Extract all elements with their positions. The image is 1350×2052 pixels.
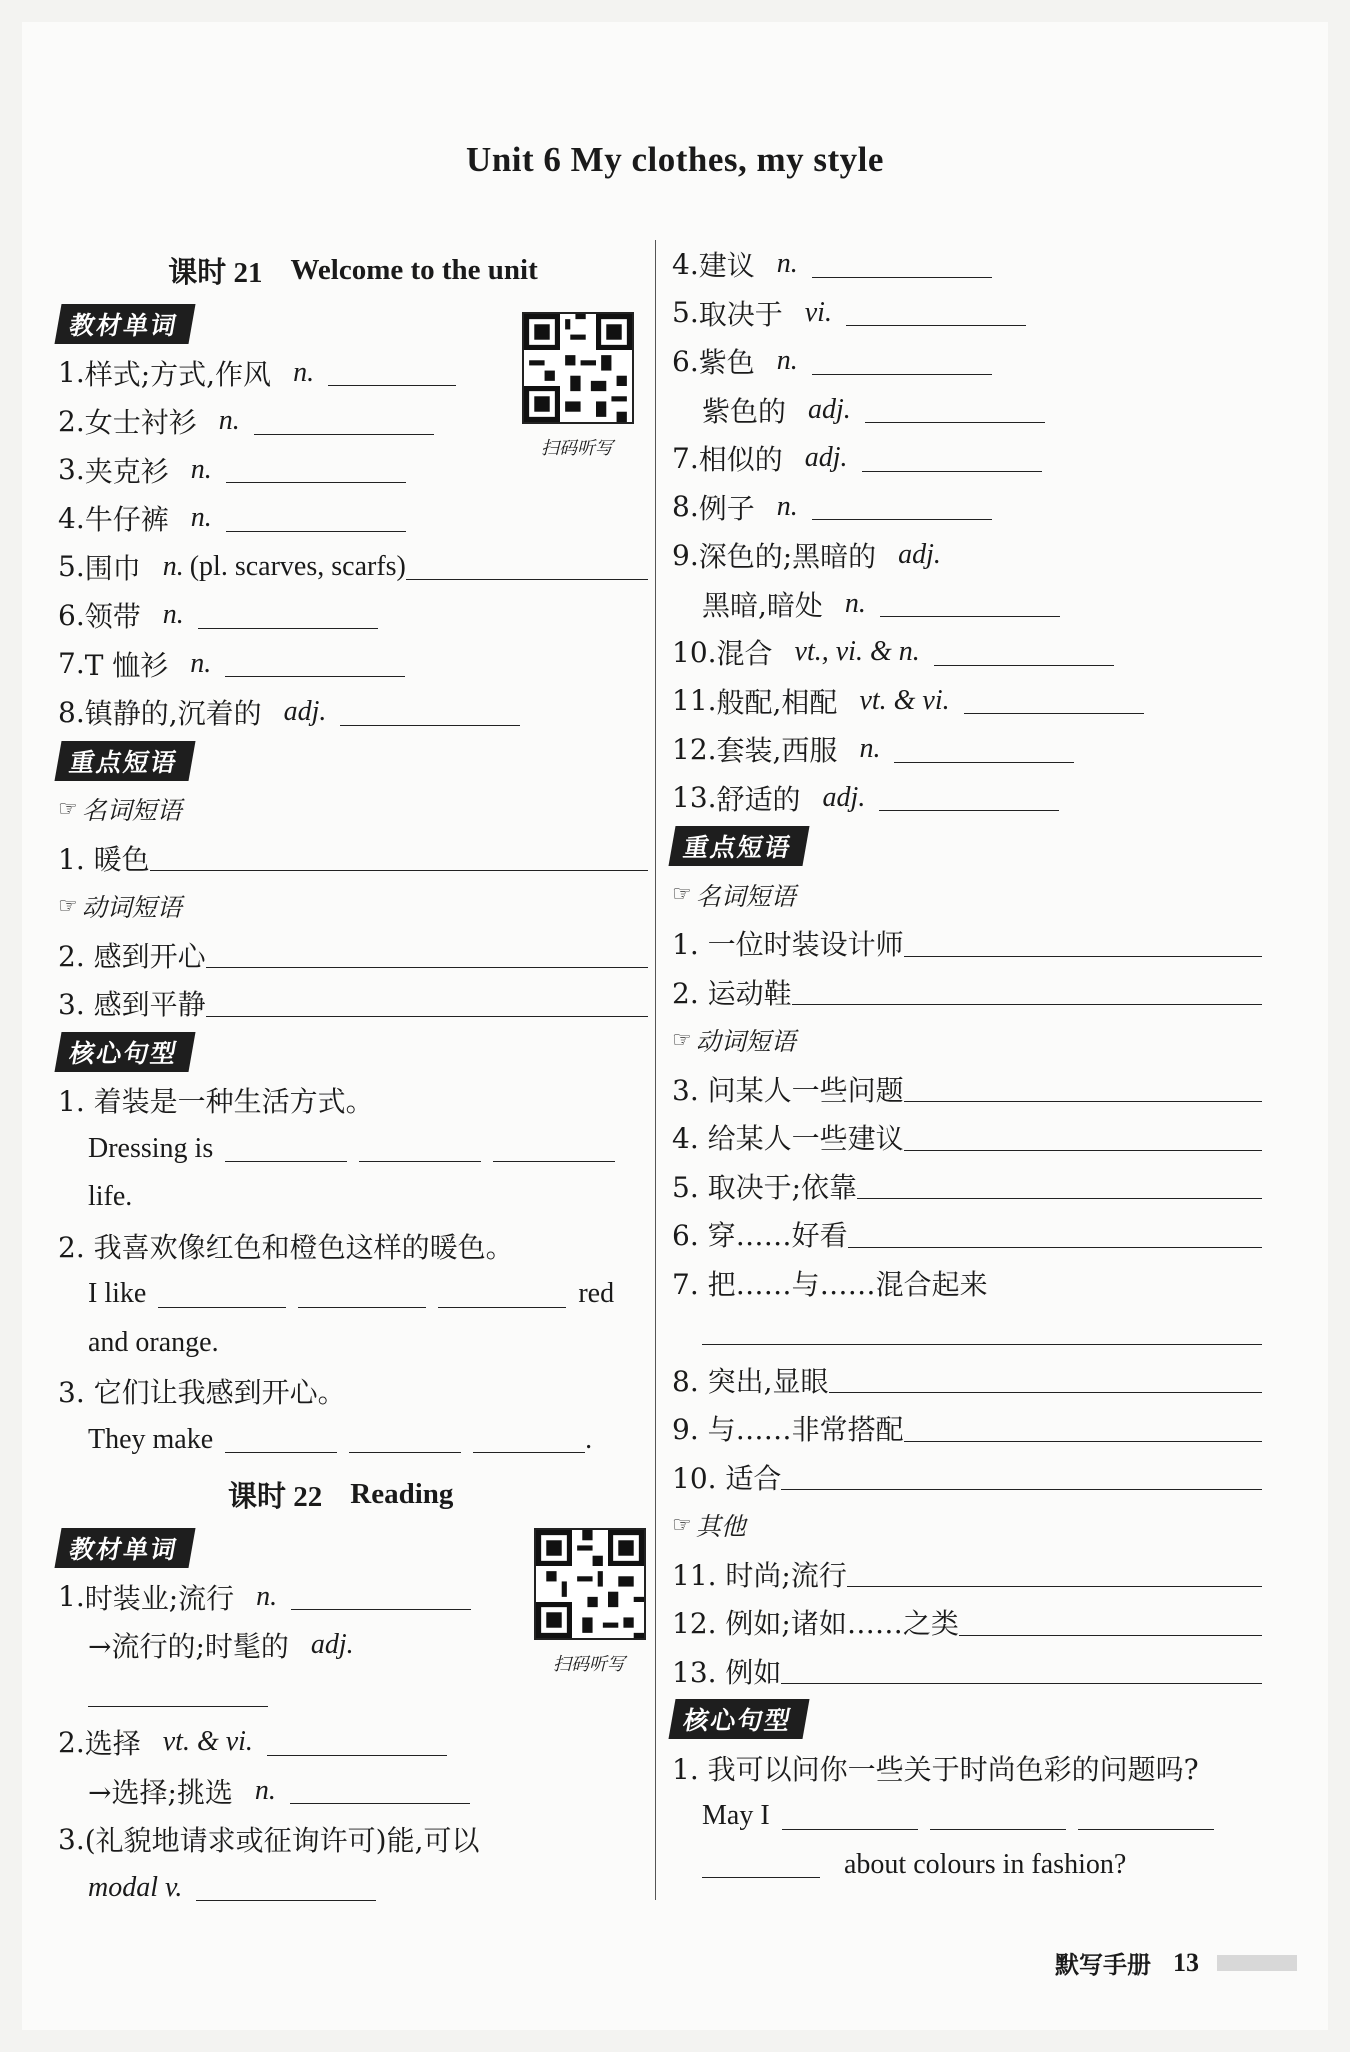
answer-blank[interactable] — [88, 1680, 268, 1707]
answer-blank[interactable] — [349, 1426, 461, 1453]
part-of-speech: adj. — [808, 393, 851, 425]
chinese-meaning: 例子 — [698, 491, 755, 525]
word-item — [58, 688, 648, 737]
word-item — [672, 677, 1262, 726]
pointing-hand-icon: ☞ — [672, 882, 692, 908]
textbook-words-banner: 教材单词 — [58, 1524, 648, 1573]
part-of-speech: n. — [859, 733, 881, 765]
answer-blank[interactable] — [226, 505, 406, 532]
word-item: 2. 选择 vt. & vi. — [58, 1718, 648, 1767]
word-item: 1. 时装业;流行 n. — [58, 1573, 648, 1622]
part-of-speech: vt., vi. & n. — [794, 636, 920, 668]
chinese-meaning: 取决于 — [698, 297, 783, 331]
chinese-meaning: 镇静的,沉着的 — [84, 697, 262, 731]
item-number: 1. — [58, 356, 85, 390]
answer-blank[interactable] — [206, 990, 648, 1017]
sentence-en: about colours in fashion? — [672, 1841, 1262, 1890]
chinese-meaning: T 恤衫 — [84, 648, 169, 682]
item-number: 4. — [672, 247, 699, 281]
sentence-cn: 3. 它们让我感到开心。 — [58, 1376, 346, 1410]
answer-blank[interactable] — [792, 978, 1262, 1005]
qr-code-icon[interactable] — [522, 312, 634, 424]
chinese-meaning: 黑暗,暗处 — [702, 588, 823, 622]
phrase-item: 1. 一位时装设计师 — [672, 919, 1262, 968]
item-number: 12. — [672, 732, 717, 766]
chinese-meaning: 样式;方式,作风 — [84, 357, 272, 391]
qr-code-icon[interactable] — [534, 1528, 646, 1640]
answer-blank[interactable] — [934, 639, 1114, 666]
part-of-speech: n. — [776, 345, 798, 377]
word-item — [672, 240, 1262, 289]
chinese-meaning: 女士衬衫 — [84, 406, 197, 440]
part-of-speech: n. — [776, 490, 798, 522]
part-of-speech: n. — [162, 550, 184, 582]
word-item — [58, 543, 648, 592]
phrase-item: 3. 问某人一些问题 — [672, 1065, 1262, 1114]
chinese-meaning: 围巾 — [84, 551, 141, 585]
item-number: 5. — [58, 550, 85, 584]
page-footer — [1055, 1945, 1297, 1980]
words-list-right — [672, 240, 1262, 822]
pointing-hand-icon: ☞ — [58, 796, 78, 822]
chinese-meaning: 夹克衫 — [84, 454, 169, 488]
qr-scan-label: 扫码听写 — [541, 438, 613, 459]
textbook-words-banner: 教材单词 — [58, 300, 648, 349]
chinese-meaning: 建议 — [698, 249, 755, 283]
answer-blank[interactable] — [298, 1281, 426, 1308]
phrase-item: 6. 穿……好看 — [672, 1210, 1262, 1259]
part-of-speech: adj. — [804, 442, 848, 474]
right-column — [672, 240, 1262, 1889]
part-of-speech: n. — [190, 453, 212, 485]
pointing-hand-icon: ☞ — [58, 893, 78, 919]
word-item: 3. (礼貌地请求或征询许可)能,可以 — [58, 1822, 480, 1858]
phrase-item: 2. 感到开心 — [58, 931, 648, 980]
chinese-meaning: 相似的 — [698, 443, 783, 477]
answer-blank[interactable] — [930, 1803, 1066, 1830]
chinese-meaning: 深色的;黑暗的 — [698, 540, 877, 574]
noun-phrases-subheading: ☞ 名词短语 — [58, 796, 182, 826]
qr-code-graphic — [536, 1530, 644, 1638]
part-of-speech: vt. & vi. — [859, 684, 950, 716]
plural-note: (pl. scarves, scarfs) — [189, 550, 406, 582]
item-number: 2. — [58, 404, 85, 438]
sentence-en: I like red — [88, 1278, 615, 1310]
core-sentences-banner: 核心句型 — [58, 1028, 648, 1077]
sentence-cn: 1. 我可以问你一些关于时尚色彩的问题吗? — [672, 1752, 1199, 1786]
answer-blank[interactable] — [847, 1560, 1262, 1587]
phrase-item: 4. 给某人一些建议 — [672, 1113, 1262, 1162]
sentence-en: Dressing is — [58, 1125, 648, 1174]
phrase-item: 5. 取决于;依靠 — [672, 1162, 1262, 1211]
part-of-speech: vi. — [804, 296, 832, 328]
answer-blank[interactable] — [829, 1366, 1262, 1393]
item-number: 7. — [672, 441, 699, 475]
phrase-item: 1. 暖色 — [58, 834, 648, 883]
answer-blank[interactable] — [328, 359, 456, 386]
answer-blank[interactable] — [880, 590, 1060, 617]
phrase-item: 11. 时尚;流行 — [672, 1550, 1262, 1599]
chinese-meaning: 紫色的 — [702, 394, 787, 428]
answer-blank[interactable] — [846, 299, 1026, 326]
answer-blank[interactable] — [225, 1426, 337, 1453]
word-item — [672, 628, 1262, 677]
item-number: 5. — [672, 296, 699, 330]
item-number: 6. — [672, 344, 699, 378]
answer-blank[interactable] — [812, 251, 992, 278]
item-number: 4. — [58, 501, 85, 535]
part-of-speech: n. — [190, 647, 212, 679]
item-number: 6. — [58, 598, 85, 632]
answer-blank[interactable] — [473, 1426, 585, 1453]
answer-blank[interactable] — [702, 1851, 820, 1878]
sentence-cn: 2. 我喜欢像红色和橙色这样的暖色。 — [58, 1230, 514, 1264]
chinese-meaning: 混合 — [716, 637, 773, 671]
answer-blank[interactable] — [964, 687, 1144, 714]
chinese-meaning: 般配,相配 — [716, 685, 838, 719]
answer-blank[interactable] — [438, 1281, 566, 1308]
answer-blank[interactable] — [359, 1135, 481, 1162]
chinese-meaning: 舒适的 — [716, 782, 801, 816]
answer-blank[interactable] — [782, 1803, 918, 1830]
word-item — [58, 1670, 648, 1719]
word-item — [672, 289, 1262, 338]
column-divider — [655, 240, 656, 1900]
part-of-speech: n. — [293, 356, 315, 388]
answer-blank[interactable] — [781, 1463, 1262, 1490]
phrase-item: 9. 与……非常搭配 — [672, 1404, 1262, 1453]
lesson-22-heading: 课时 22 Reading — [228, 1477, 454, 1513]
answer-blank[interactable] — [150, 844, 648, 871]
word-item — [672, 580, 1262, 629]
word-item — [58, 494, 648, 543]
sentence-en: and orange. — [88, 1326, 219, 1358]
answer-blank[interactable] — [198, 602, 378, 629]
answer-blank[interactable] — [267, 1729, 447, 1756]
key-phrases-banner: 重点短语 — [672, 822, 1262, 871]
answer-blank[interactable] — [904, 1415, 1262, 1442]
core-sentences-banner: 核心句型 — [672, 1695, 1262, 1744]
word-item — [672, 434, 1262, 483]
answer-blank[interactable] — [225, 1135, 347, 1162]
answer-blank[interactable] — [812, 493, 992, 520]
phrase-item: 13. 例如 — [672, 1647, 1262, 1696]
item-number: 11. — [672, 684, 717, 718]
phrase-item: 7. 把……与……混合起来 — [672, 1267, 988, 1301]
answer-blank[interactable] — [879, 784, 1059, 811]
lesson-21-heading: 课时 21 Welcome to the unit — [168, 253, 538, 289]
noun-phrases-subheading: ☞ 名词短语 — [672, 881, 796, 911]
book-title: 默写手册 — [1055, 1951, 1151, 1979]
chinese-meaning: 套装,西服 — [716, 734, 838, 768]
sentence-en: life. — [88, 1181, 133, 1213]
answer-blank[interactable] — [702, 1318, 1262, 1345]
word-item — [58, 591, 648, 640]
answer-blank[interactable] — [290, 1777, 470, 1804]
answer-blank[interactable] — [904, 1124, 1262, 1151]
item-number: 9. — [672, 538, 699, 572]
part-of-speech: n. — [218, 405, 240, 437]
word-item: →选择;挑选 n. — [58, 1767, 648, 1816]
sentence-cn: 1. 着装是一种生活方式。 — [58, 1085, 374, 1119]
phrase-item: 2. 运动鞋 — [672, 968, 1262, 1017]
sentence-en: May I — [672, 1792, 1262, 1841]
part-of-speech: adj. — [283, 696, 327, 728]
answer-blank[interactable] — [857, 1172, 1262, 1199]
word-item — [58, 640, 648, 689]
pointing-hand-icon: ☞ — [672, 1027, 692, 1053]
part-of-speech: n. — [776, 248, 798, 280]
item-number: 3. — [58, 453, 85, 487]
word-item — [672, 337, 1262, 386]
pointing-hand-icon: ☞ — [672, 1512, 692, 1538]
answer-blank[interactable] — [493, 1135, 615, 1162]
other-phrases-subheading: ☞ 其他 — [672, 1512, 746, 1542]
chinese-meaning: 领带 — [84, 600, 141, 634]
answer-blank[interactable] — [340, 699, 520, 726]
answer-blank[interactable] — [226, 456, 406, 483]
phrase-item: 12. 例如;诸如……之类 — [672, 1598, 1262, 1647]
chinese-meaning: 牛仔裤 — [84, 503, 169, 537]
verb-phrases-subheading: ☞ 动词短语 — [58, 893, 182, 923]
page-number: 13 — [1173, 1947, 1199, 1977]
word-item — [672, 725, 1262, 774]
answer-blank[interactable] — [848, 1221, 1262, 1248]
item-number: 8. — [672, 490, 699, 524]
answer-blank[interactable] — [781, 1657, 1262, 1684]
item-number: 10. — [672, 635, 717, 669]
phrase-item: 3. 感到平静 — [58, 979, 648, 1028]
answer-blank[interactable] — [225, 650, 405, 677]
part-of-speech: n. — [190, 502, 212, 534]
qr-code-graphic — [524, 314, 632, 422]
word-item: →流行的;时髦的 adj. — [88, 1629, 354, 1664]
part-of-speech: n. — [844, 587, 866, 619]
part-of-speech: adj. — [822, 781, 866, 813]
sentence-en: They make . — [88, 1423, 593, 1455]
answer-blank[interactable] — [1078, 1803, 1214, 1830]
word-item — [672, 774, 1262, 823]
answer-blank[interactable] — [196, 1874, 376, 1901]
part-of-speech: adj. — [898, 539, 941, 571]
word-item — [672, 483, 1262, 532]
answer-blank[interactable] — [865, 396, 1045, 423]
answer-blank[interactable] — [904, 1075, 1262, 1102]
unit-title: Unit 6 My clothes, my style — [466, 140, 884, 179]
answer-blank[interactable] — [206, 941, 648, 968]
answer-blank[interactable] — [158, 1281, 286, 1308]
part-of-speech: n. — [162, 599, 184, 631]
word-item — [672, 386, 1262, 435]
answer-blank[interactable] — [904, 930, 1262, 957]
answer-blank[interactable] — [862, 445, 1042, 472]
answer-blank[interactable] — [959, 1609, 1262, 1636]
phrase-item — [672, 1307, 1262, 1356]
item-number: 7. — [58, 647, 85, 681]
answer-blank[interactable] — [812, 348, 992, 375]
footer-decoration — [1217, 1955, 1297, 1971]
word-item — [672, 531, 1262, 580]
qr-scan-label: 扫码听写 — [553, 1654, 625, 1675]
phrase-item: 8. 突出,显眼 — [672, 1356, 1262, 1405]
answer-blank[interactable] — [291, 1583, 471, 1610]
item-number: 13. — [672, 781, 717, 815]
item-number: 8. — [58, 695, 85, 729]
verb-phrases-subheading: ☞ 动词短语 — [672, 1027, 796, 1057]
key-phrases-banner: 重点短语 — [58, 737, 648, 786]
word-item: modal v. — [58, 1864, 648, 1913]
phrase-item: 10. 适合 — [672, 1453, 1262, 1502]
answer-blank[interactable] — [894, 736, 1074, 763]
chinese-meaning: 紫色 — [698, 346, 755, 380]
answer-blank[interactable] — [254, 408, 434, 435]
answer-blank[interactable] — [406, 553, 648, 580]
